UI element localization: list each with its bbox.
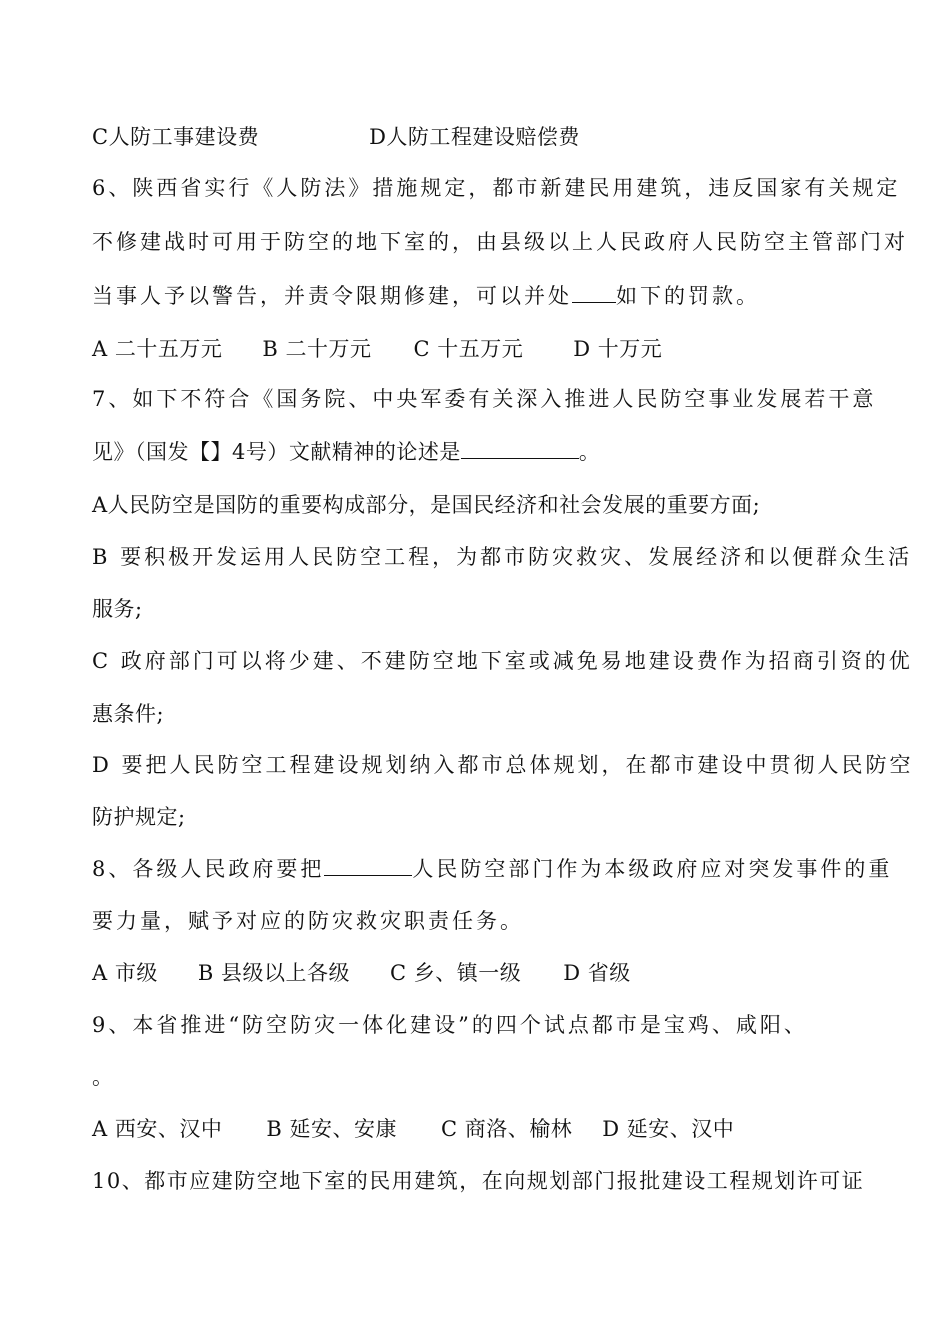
answer-blank [572,282,616,303]
answer-blank [324,855,412,876]
option-d: D 省级 [563,961,631,985]
option-d: D 十万元 [573,337,663,361]
question-7-period: 。 [578,440,601,464]
question-7-line-2 [92,437,862,467]
option-d: D 延安、汉中 [602,1117,735,1141]
question-8-line-2: 要力量，赋予对应的防灾救灾职责任务。 [92,909,524,933]
option-b: B 县级以上各级 [197,961,350,985]
question-10-line-1: 10、都市应建防空地下室的民用建筑，在向规划部门报批建设工程规划许可证 [92,1169,865,1193]
question-7-option-b-line-2: 服务; [92,597,143,621]
option-a: A 市级 [92,961,158,985]
option-c: C 十五万元 [413,337,524,361]
option-d: D人防工程建设赔偿费 [369,125,580,149]
option-b: B 二十万元 [262,337,372,361]
option-a: A 二十五万元 [92,337,223,361]
question-7-text: 见》（国发【】4号）文献精神的论述是 [92,440,461,464]
question-8-line-1 [92,854,893,884]
question-7-line-1: 7、如下不符合《国务院、中央军委有关深入推进人民防空事业发展若干意 [92,387,877,411]
question-9-line-2: 。 [92,1065,114,1089]
question-6-line-3 [92,281,862,311]
question-7-option-d-line-2: 防护规定; [92,805,186,829]
option-c: C人防工事建设费 [92,125,260,149]
option-c: C 商洛、榆林 [440,1117,573,1141]
answer-blank [461,438,579,459]
question-8-text-end: 人民防空部门作为本级政府应对突发事件的重 [412,857,893,881]
option-line-cd [92,122,862,152]
option-a: A 西安、汉中 [92,1117,223,1141]
question-6-options [92,334,862,364]
question-6-line-1: 6、陕西省实行《人防法》措施规定，都市新建民用建筑，违反国家有关规定 [92,176,901,200]
question-8-options [92,958,862,988]
question-7-option-d-line-1: D 要把人民防空工程建设规划纳入都市总体规划，在都市建设中贯彻人民防空 [92,753,914,777]
question-7-option-c-line-2: 惠条件; [92,702,165,726]
option-b: B 延安、安康 [266,1117,397,1141]
question-8-text: 8、各级人民政府要把 [92,857,325,881]
question-7-option-b-line-1: B 要积极开发运用人民防空工程，为都市防灾救灾、发展经济和以便群众生活 [92,545,913,569]
question-6-text-end: 如下的罚款。 [616,284,760,308]
question-7-option-c-line-1: C 政府部门可以将少建、不建防空地下室或减免易地建设费作为招商引资的优 [92,649,913,673]
option-c: C 乡、镇一级 [389,961,522,985]
question-6-line-2: 不修建战时可用于防空的地下室的，由县级以上人民政府人民防空主管部门对 [92,230,908,254]
question-7-option-a: A人民防空是国防的重要构成部分，是国民经济和社会发展的重要方面; [92,493,761,517]
question-9-options [92,1114,862,1144]
question-6-text: 当事人予以警告，并责令限期修建，可以并处 [92,284,572,308]
question-9-line-1: 9、本省推进“防空防灾一体化建设”的四个试点都市是宝鸡、咸阳、 [92,1013,808,1037]
